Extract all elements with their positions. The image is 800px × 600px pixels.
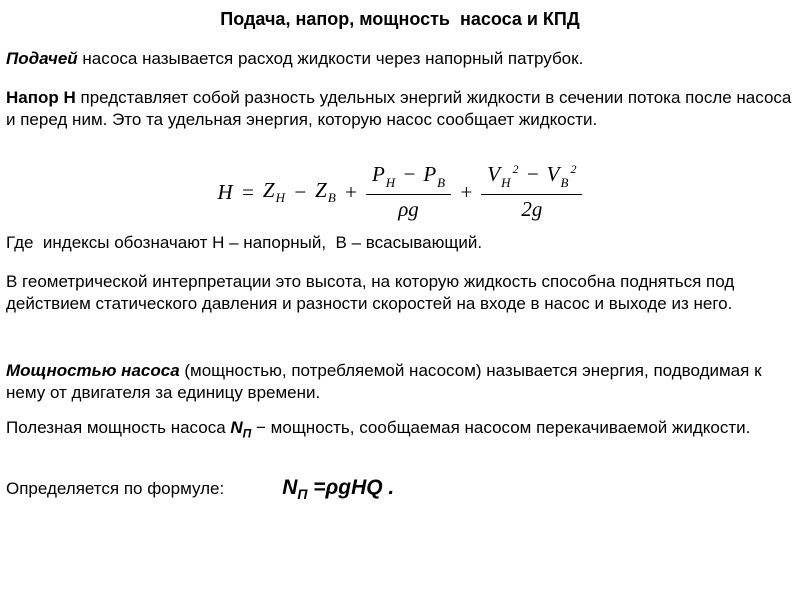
power-formula-expression: =ρgHQ .: [307, 476, 395, 499]
power-formula-n-subscript: П: [297, 486, 308, 503]
formula-p-suction: $P_В$: [423, 162, 446, 190]
formula-plus: +: [343, 179, 358, 204]
symbol-n-useful-subscript: П: [242, 426, 252, 441]
formula-h-symbol: H: [217, 179, 233, 204]
term-napor-h: Напор Н: [6, 88, 76, 107]
paragraph-napor-text: представляет собой разность удельных энергий жидкости в сечении потока после насоса и перед ним. Это та удельная энергия, которую насос сообщает жидкости.: [6, 88, 797, 129]
term-podachey: Подачей: [6, 49, 78, 68]
formula-z-discharge: $Z_Н$: [262, 177, 285, 206]
formula-plus: +: [459, 179, 474, 204]
power-formula-n-symbol: N: [282, 476, 298, 499]
velocity-fraction: [481, 162, 582, 221]
formula-minus: −: [525, 162, 540, 187]
formula-p-discharge: $P_Н$: [371, 162, 396, 190]
paragraph-podacha-text: насоса называется расход жидкости через напорный патрубок.: [77, 49, 584, 68]
formula-equals: =: [240, 179, 255, 204]
formula-minus: −: [292, 179, 308, 204]
paragraph-moshchnost: [6, 360, 794, 404]
paragraph-poleznaya-moshchnost: [6, 417, 794, 444]
formula-minus: −: [402, 162, 417, 187]
formula-z-suction: $Z_В$: [315, 177, 336, 206]
paragraph-poleznaya-before: Полезная мощность насоса: [6, 418, 231, 437]
paragraph-moshchnost-text: (мощностью, потребляемой насосом) называется энергия, подводимая к нему от двигателя за единицу времени.: [6, 361, 767, 402]
paragraph-poleznaya-rest: − мощность, сообщаемая насосом перекачиваемой жидкости.: [251, 418, 751, 437]
page-title: Подача, напор, мощность насоса и КПД: [220, 9, 580, 29]
paragraph-napor: [6, 87, 797, 131]
velocity-fraction-denominator: 2g: [521, 196, 543, 221]
formula-v-suction: $V_В^2$: [546, 162, 577, 190]
pressure-fraction-denominator: ρg: [398, 196, 419, 221]
velocity-fraction-numerator: [481, 162, 582, 194]
paragraph-podacha: [6, 48, 794, 70]
power-formula: [282, 476, 395, 503]
paragraph-indices: Где индексы обозначают Н – напорный, В – всасывающий.: [6, 233, 483, 252]
symbol-n-useful: N: [230, 418, 243, 437]
formula-v-discharge: $V_Н^2$: [487, 162, 519, 190]
pressure-fraction: [366, 162, 451, 221]
head-formula: [0, 160, 800, 224]
power-formula-label: Определяется по формуле:: [6, 479, 225, 498]
paragraph-geometric-interpretation: В геометрической интерпретации это высота, на которую жидкость способна подняться под действием статического давления и разности скоростей на входе в насос и выходе из него.: [6, 272, 739, 313]
term-moshchnost-nasosa: Мощностью насоса: [6, 361, 180, 380]
pressure-fraction-numerator: [366, 162, 451, 194]
paragraph-power-formula: [6, 477, 794, 505]
